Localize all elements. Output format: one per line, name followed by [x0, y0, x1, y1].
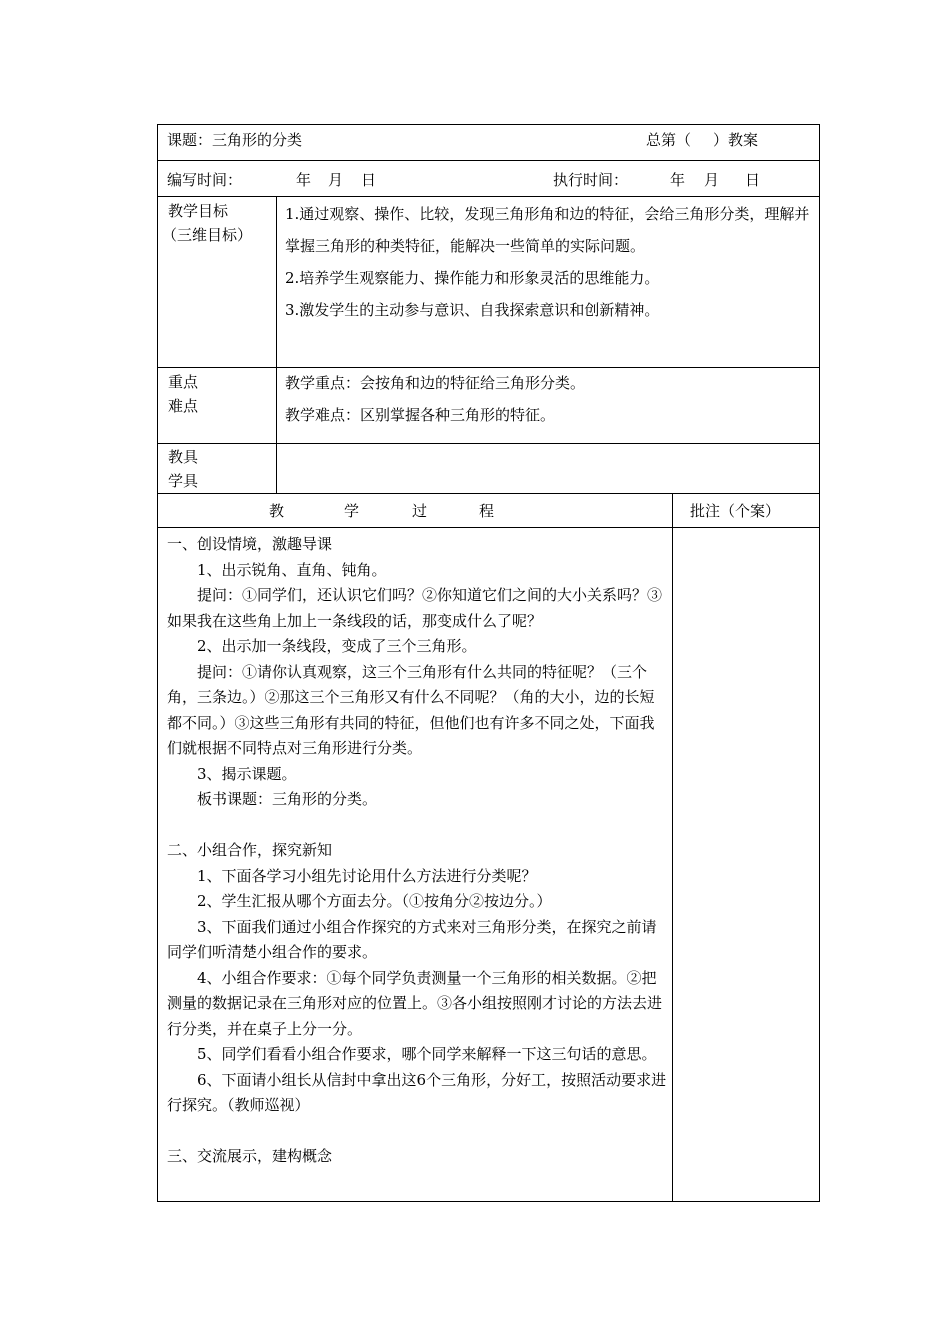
teaching-difficulty: 教学难点：区别掌握各种三角形的特征。	[285, 406, 556, 424]
objective-item: 3.激发学生的主动参与意识、自我探索意识和创新精神。	[285, 301, 660, 319]
notes-heading: 批注（个案）	[690, 502, 781, 520]
process-paragraph: 一、创设情境，激趣导课	[167, 535, 333, 553]
total-prefix: 总第（	[646, 131, 692, 149]
objectives-list	[285, 198, 813, 326]
process-paragraph: 5、同学们看看小组合作要求，哪个同学来解释一下这三句话的意思。	[197, 1045, 657, 1063]
process-paragraph: 2、学生汇报从哪个方面去分。（①按角分②按边分。）	[197, 892, 552, 910]
row-divider	[157, 196, 820, 197]
process-paragraph: 1、出示锐角、直角、钝角。	[197, 560, 387, 579]
difficulty-label: 难点	[168, 397, 199, 415]
keypoint-label: 重点	[168, 373, 199, 391]
row-divider	[157, 367, 820, 368]
process-heading-char: 过	[412, 502, 428, 520]
write-year: 年	[296, 171, 312, 189]
process-heading-char: 教	[269, 502, 285, 520]
exec-month: 月	[704, 171, 720, 189]
process-paragraph: 6、下面请小组长从信封中拿出这6个三角形，分好工，按照活动要求进行探究。（教师巡视）	[167, 1070, 667, 1114]
objective-item: 2.培养学生观察能力、操作能力和形象灵活的思维能力。	[285, 269, 660, 287]
process-paragraph: 3、下面我们通过小组合作探究的方式来对三角形分类，在探究之前请同学们听清楚小组合作的要求。	[167, 917, 657, 961]
objectives-label: 教学目标	[168, 202, 229, 220]
write-time-label: 编写时间：	[167, 171, 243, 189]
row-divider	[157, 160, 820, 161]
write-day: 日	[361, 171, 377, 189]
process-paragraph: 3、揭示课题。	[197, 764, 297, 783]
exec-year: 年	[670, 171, 686, 189]
process-paragraph: 板书课题：三角形的分类。	[197, 790, 378, 808]
process-paragraph	[167, 1119, 667, 1145]
process-paragraph: 4、小组合作要求：①每个同学负责测量一个三角形的相关数据。②把测量的数据记录在三角形对应的位置上。③各小组按照刚才讨论的方法去进行分类，并在桌子上分一分。	[167, 968, 663, 1038]
row-divider	[157, 493, 820, 494]
process-paragraph: 提问：①同学们，还认识它们吗？②你知道它们之间的大小关系吗？③如果我在这些角上加上一条线段的话，那变成什么了呢？	[167, 586, 663, 630]
process-paragraph: 三、交流展示，建构概念	[167, 1147, 333, 1165]
process-paragraph	[167, 813, 667, 839]
objective-item: 1.通过观察、操作、比较，发现三角形角和边的特征，会给三角形分类，理解并掌握三角形的种类特征，能解决一些简单的实际问题。	[285, 205, 810, 255]
process-heading-char: 程	[479, 502, 495, 520]
column-divider	[276, 196, 277, 493]
teaching-tools-label: 教具	[168, 448, 199, 466]
write-month: 月	[328, 171, 344, 189]
process-paragraph: 1、下面各学习小组先讨论用什么方法进行分类呢？	[197, 866, 537, 885]
row-divider	[157, 527, 820, 528]
objectives-sublabel: （三维目标）	[162, 226, 253, 244]
teaching-focus: 教学重点：会按角和边的特征给三角形分类。	[285, 374, 586, 392]
process-paragraph: 二、小组合作，探究新知	[167, 841, 333, 859]
process-paragraph: 2、出示加一条线段，变成了三个三角形。	[197, 637, 477, 655]
process-paragraph: 提问：①请你认真观察，这三个三角形有什么共同的特征呢？（三个角，三条边。）②那这三个三角形又有什么不同呢？（角的大小，边的长短都不同。）③这些三角形有共同的特征，但他们也有许多不同之处，下面我们就根据不同特点对三角形进行分类。	[167, 662, 655, 757]
process-body	[167, 532, 667, 1170]
learning-tools-label: 学具	[168, 472, 199, 490]
column-divider	[672, 493, 673, 1202]
row-divider	[157, 443, 820, 444]
exec-day: 日	[745, 171, 761, 189]
total-suffix: ）教案	[713, 131, 759, 149]
process-heading-char: 学	[344, 502, 360, 520]
exec-time-label: 执行时间：	[553, 171, 629, 189]
topic-label: 课题：三角形的分类	[167, 131, 303, 149]
